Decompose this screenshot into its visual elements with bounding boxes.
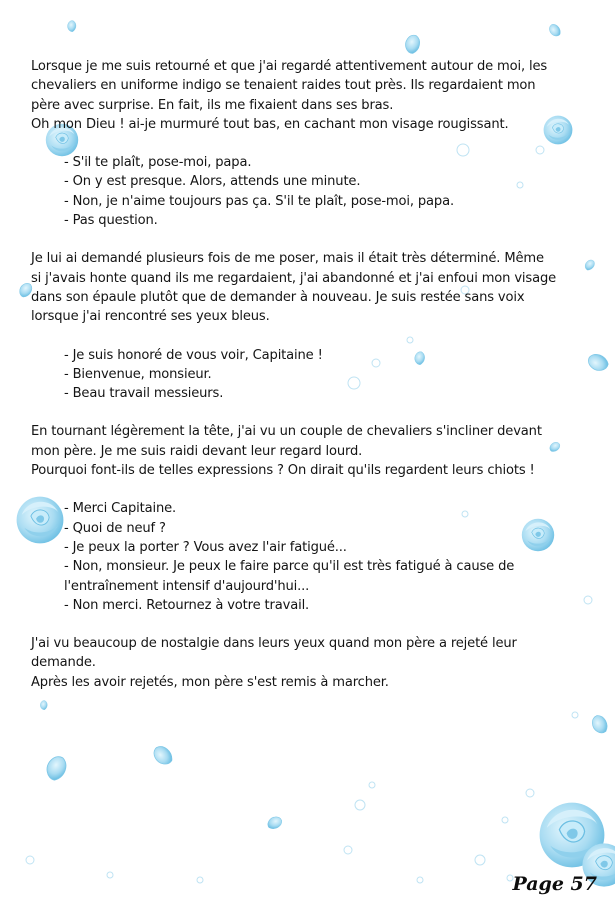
text-line: Pourquoi font-ils de telles expressions ? On dirait qu'ils regardent leurs chiots !: [31, 463, 535, 479]
dialogue-line: - Non, monsieur. Je peux le faire parce qu'il est très fatigué à cause de: [64, 559, 515, 575]
dialogue-line: - Non, je n'aime toujours pas ça. S'il te plaît, pose-moi, papa.: [64, 193, 454, 209]
narration-paragraph: [31, 57, 587, 134]
text-line: En tournant légèrement la tête, j'ai vu un couple de chevaliers s'incliner devant: [31, 424, 542, 440]
text-line: chevaliers en uniforme indigo se tenaient raides tout près. Ils regardaient mon: [31, 78, 536, 94]
text-line: Après les avoir rejetés, mon père s'est remis à marcher.: [31, 674, 389, 690]
text-line: mon père. Je me suis raidi devant leur regard lourd.: [31, 443, 363, 459]
dialogue-line: - Merci Capitaine.: [64, 501, 177, 517]
page-number: Page 57: [512, 873, 597, 895]
dialogue-block: [31, 346, 587, 404]
dialogue-line: - S'il te plaît, pose-moi, papa.: [64, 155, 252, 171]
text-line: lorsque j'ai rencontré ses yeux bleus.: [31, 309, 270, 325]
narration-paragraph: [31, 634, 587, 692]
dialogue-line: - Pas question.: [64, 213, 158, 229]
dialogue-line: - Bienvenue, monsieur.: [64, 366, 212, 382]
dialogue-line: - Beau travail messieurs.: [64, 386, 224, 402]
dialogue-line: - Je suis honoré de vous voir, Capitaine !: [64, 347, 323, 363]
dialogue-line: - Non merci. Retournez à votre travail.: [64, 597, 310, 613]
dialogue-block: [31, 499, 587, 615]
text-line: Lorsque je me suis retourné et que j'ai regardé attentivement autour de moi, les: [31, 59, 548, 74]
narration-paragraph: [31, 422, 587, 480]
dialogue-block: [31, 153, 587, 230]
text-line: J'ai vu beaucoup de nostalgie dans leurs yeux quand mon père a rejeté leur: [31, 636, 517, 652]
text-line: demande.: [31, 655, 96, 671]
page-body: [31, 57, 587, 692]
dialogue-line: l'entraînement intensif d'aujourd'hui...: [64, 578, 310, 594]
narration-paragraph: [31, 249, 587, 326]
text-line: dans son épaule plutôt que de demander à nouveau. Je suis restée sans voix: [31, 289, 525, 305]
dialogue-line: - On y est presque. Alors, attends une minute.: [64, 174, 361, 190]
dialogue-line: - Quoi de neuf ?: [64, 520, 166, 536]
text-line: Oh mon Dieu ! ai-je murmuré tout bas, en cachant mon visage rougissant.: [31, 116, 509, 132]
text-line: si j'avais honte quand ils me regardaient, j'ai abandonné et j'ai enfoui mon visage: [31, 270, 557, 286]
text-line: père avec surprise. En fait, ils me fixaient dans ses bras.: [31, 97, 394, 113]
dialogue-line: - Je peux la porter ? Vous avez l'air fatigué...: [64, 539, 347, 555]
text-line: Je lui ai demandé plusieurs fois de me poser, mais il était très déterminé. Même: [31, 251, 544, 267]
